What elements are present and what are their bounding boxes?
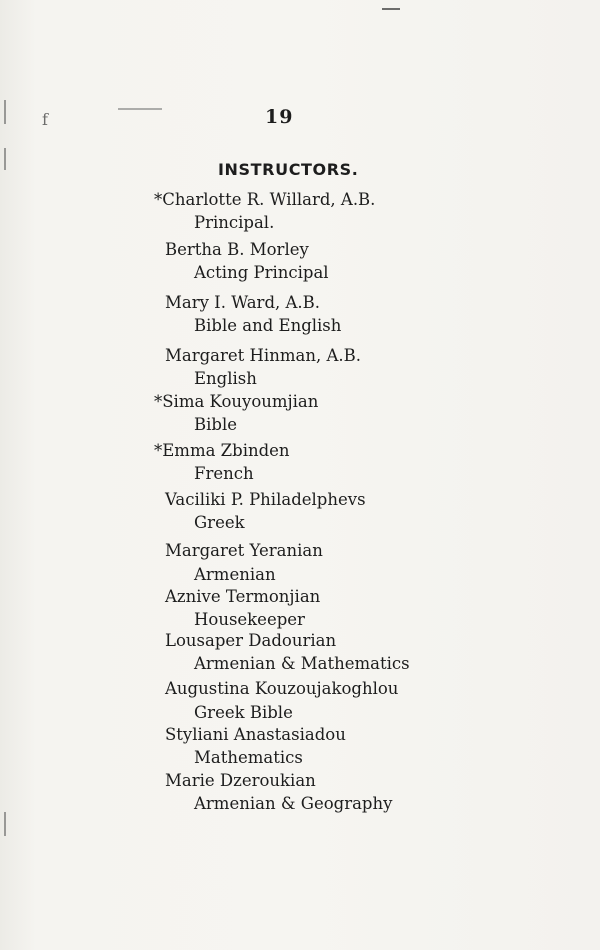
instructor-role: Bible (194, 415, 238, 434)
instructor-name: Marie Dzeroukian (165, 771, 316, 790)
instructor-role: English (194, 369, 257, 388)
instructor-name: Margaret Hinman, A.B. (165, 346, 361, 365)
left-margin-mark: f (42, 110, 48, 129)
instructor-role: Greek (194, 513, 245, 532)
instructor-role: Mathematics (194, 748, 303, 767)
instructor-name: *Emma Zbinden (154, 441, 290, 460)
instructor-role: Armenian & Mathematics (194, 654, 410, 673)
instructor-role: Greek Bible (194, 703, 293, 722)
instructor-name: Aznive Termonjian (165, 587, 321, 606)
instructor-name: Vaciliki P. Philadelphevs (165, 490, 366, 509)
instructor-role: Armenian (194, 565, 276, 584)
instructor-name: Bertha B. Morley (165, 240, 309, 259)
instructor-name: Augustina Kouzoujakoghlou (165, 679, 399, 698)
instructor-name: *Sima Kouyoumjian (154, 392, 319, 411)
instructor-name: Lousaper Dadourian (165, 631, 337, 650)
instructor-name: Mary I. Ward, A.B. (165, 293, 321, 312)
instructor-name: Margaret Yeranian (165, 541, 323, 560)
instructor-role: French (194, 464, 254, 483)
instructor-role: Armenian & Geography (194, 794, 393, 813)
instructor-role: Bible and English (194, 316, 342, 335)
instructor-name: Styliani Anastasiadou (165, 725, 346, 744)
instructor-role: Acting Principal (194, 263, 329, 282)
page-title: INSTRUCTORS. (218, 160, 359, 179)
instructor-role: Principal. (194, 213, 275, 232)
instructor-role: Housekeeper (194, 610, 305, 629)
page-number: 19 (265, 106, 294, 128)
instructor-name: *Charlotte R. Willard, A.B. (154, 190, 376, 209)
